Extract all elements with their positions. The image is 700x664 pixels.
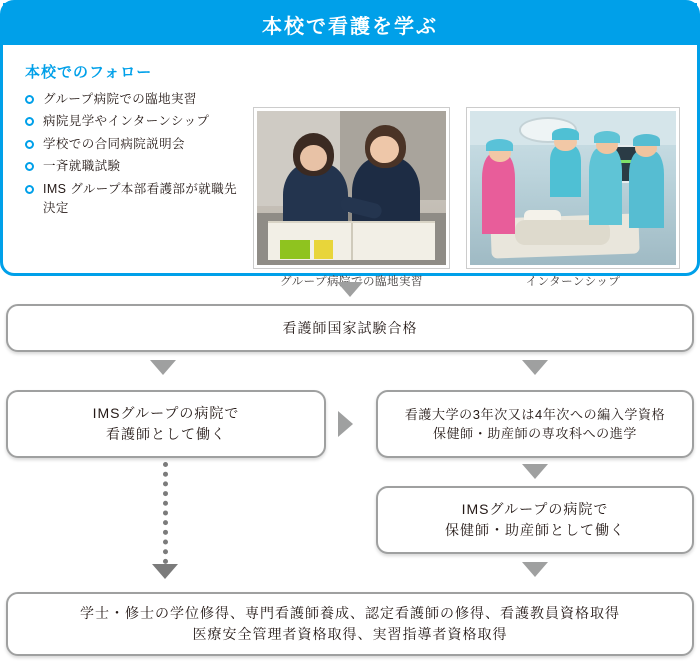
arrow-down-icon: [522, 464, 548, 479]
school-support-panel: [0, 0, 700, 288]
flow-box-label-line1: 看護大学の3年次又は4年次への編入学資格: [404, 406, 666, 422]
photo-internship: [467, 108, 679, 268]
panel-title: 本校で看護を学ぶ: [3, 3, 697, 45]
list-item-label: IMS グループ本部看護部が就職先決定: [43, 181, 237, 215]
arrow-down-icon: [522, 562, 548, 577]
list-item: [25, 180, 245, 219]
list-item-label: 学校での合同病院説明会: [43, 136, 185, 151]
flow-box-national-exam: [6, 304, 694, 352]
flow-box-work-as-midwife: [376, 486, 694, 554]
flow-box-work-as-nurse: [6, 390, 326, 458]
flow-box-label: 看護師国家試験合格: [282, 319, 418, 336]
arrow-down-icon: [522, 360, 548, 375]
flow-box-label: [445, 499, 625, 541]
list-item-label: グループ病院での臨地実習: [43, 92, 197, 106]
photo-clinical-training: [254, 108, 449, 268]
ring-bullet-icon: [25, 117, 34, 126]
list-item-label: 病院見学やインターンシップ: [43, 114, 210, 129]
flow-box-label-line1: IMSグループの病院で: [461, 501, 609, 517]
flow-box-label: [405, 405, 665, 444]
flow-box-label: [93, 403, 240, 445]
flow-box-label-line1: 学士・修士の学位修得、専門看護師養成、認定看護師の修得、看護教員資格取得: [80, 605, 620, 621]
follow-list: [25, 90, 245, 218]
flow-box-university-transfer: [376, 390, 694, 458]
arrow-down-icon: [337, 282, 363, 297]
photo-caption: インターンシップ: [525, 276, 621, 288]
flow-box-label-line2: 看護師として働く: [106, 426, 226, 442]
flow-box-label-line1: IMSグループの病院で: [92, 405, 240, 421]
ring-bullet-icon: [25, 185, 34, 194]
ring-bullet-icon: [25, 162, 34, 171]
ring-bullet-icon: [25, 140, 34, 149]
list-item: [25, 157, 245, 176]
follow-title: 本校でのフォロー: [25, 64, 153, 81]
list-item-label: 一斉就職試験: [43, 159, 121, 174]
flow-box-label-line2: 保健師・助産師の専攻科への進学: [432, 426, 637, 441]
panel-body: [3, 45, 697, 288]
photo-caption: グループ病院での臨地実習: [279, 276, 424, 288]
list-item: [25, 90, 245, 109]
follow-block: [25, 61, 245, 221]
ring-bullet-icon: [25, 95, 34, 104]
flow-box-label: [80, 603, 620, 645]
arrow-down-dotted-icon: [152, 564, 178, 579]
dotted-connector: [163, 462, 168, 564]
arrow-right-icon: [338, 411, 353, 437]
flow-box-label-line2: 保健師・助産師として働く: [445, 522, 625, 538]
arrow-down-icon: [150, 360, 176, 375]
flow-box-label-line2: 医療安全管理者資格取得、実習指導者資格取得: [192, 626, 508, 642]
flow-box-degrees-and-qualifications: [6, 592, 694, 656]
list-item: [25, 112, 245, 131]
list-item: [25, 135, 245, 154]
